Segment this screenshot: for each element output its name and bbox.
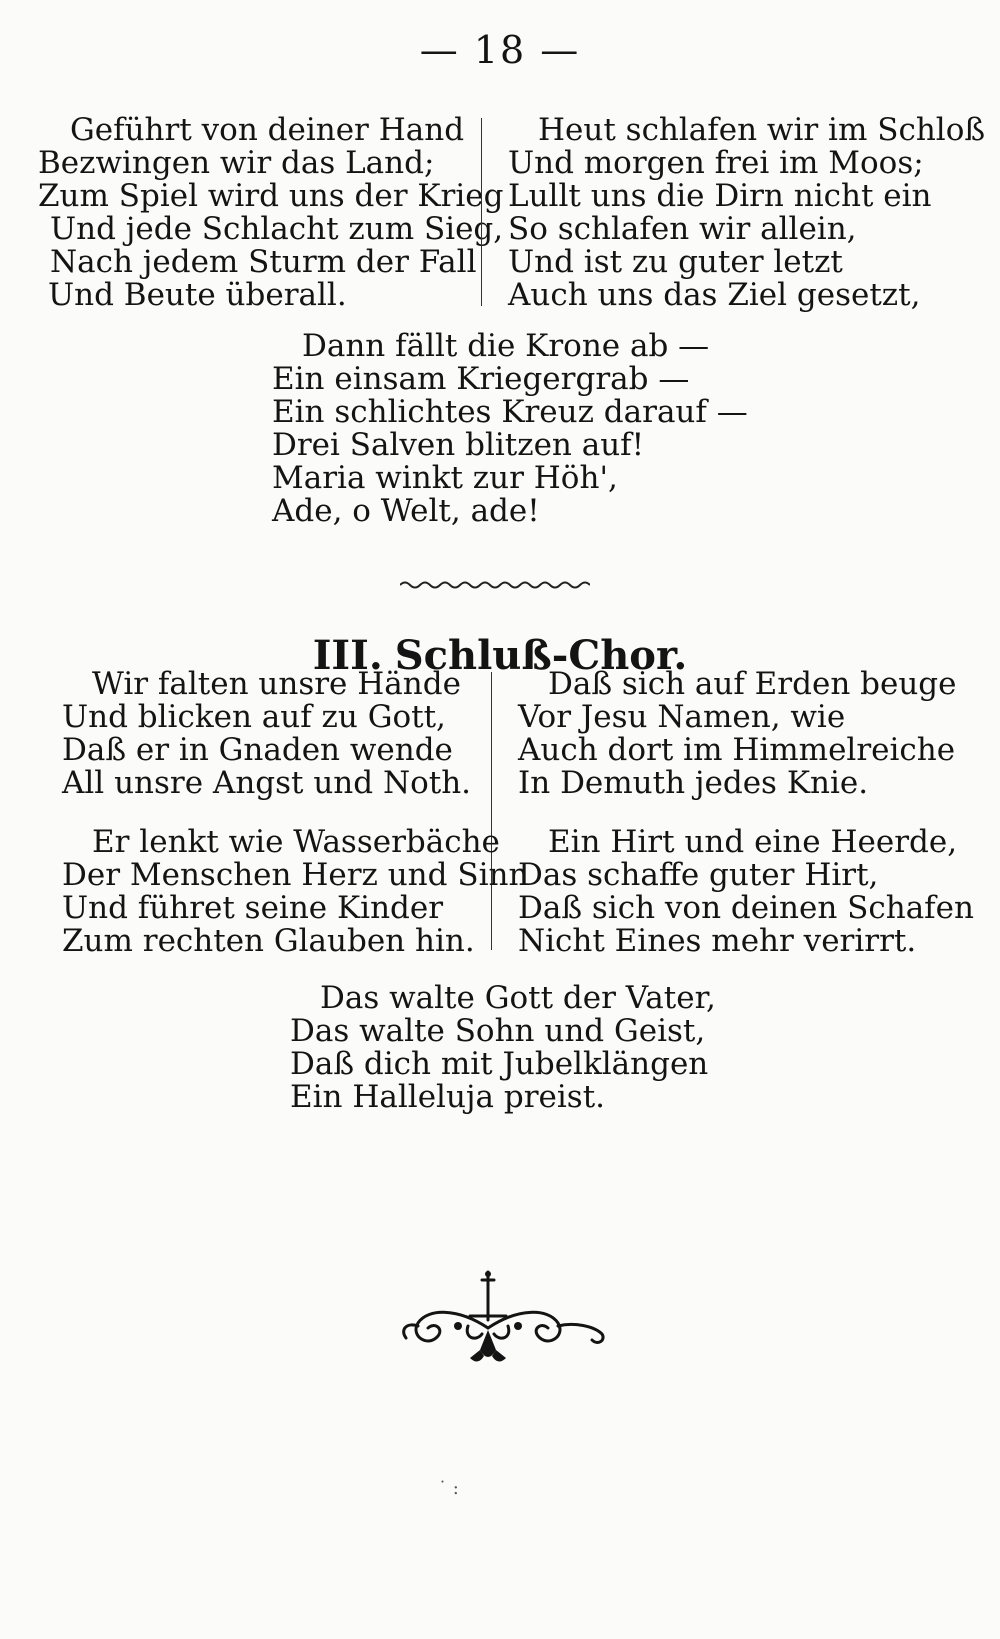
verse-line: Ade, o Welt, ade!	[272, 493, 540, 529]
verse-line: Vor Jesu Namen, wie	[518, 699, 846, 735]
verse-line: Drei Salven blitzen auf!	[272, 427, 645, 463]
verse-line: In Demuth jedes Knie.	[518, 765, 869, 801]
verse-line: Nicht Eines mehr verirrt.	[518, 923, 917, 959]
verse-line: Daß er in Gnaden wende	[62, 732, 453, 768]
verse-line: Zum rechten Glauben hin.	[62, 923, 475, 959]
verse-line: Das schaffe guter Hirt,	[518, 857, 879, 893]
verse-line: All unsre Angst und Noth.	[62, 765, 472, 801]
verse-line: Daß sich von deinen Schafen	[518, 890, 974, 926]
verse-line: Auch dort im Himmelreiche	[518, 732, 956, 768]
page-number: — 18 —	[419, 28, 581, 72]
verse-line: Auch uns das Ziel gesetzt,	[508, 277, 921, 313]
verse-line: So schlafen wir allein,	[508, 211, 857, 247]
verse-line: Lullt uns die Dirn nicht ein	[508, 178, 932, 214]
chorus-stanza-right-1	[518, 668, 956, 800]
verse-line: Daß dich mit Jubelklängen	[290, 1046, 709, 1082]
verse-line: Der Menschen Herz und Sinn	[62, 857, 529, 893]
stanza-left-1	[38, 114, 503, 312]
verse-line: Bezwingen wir das Land;	[38, 145, 435, 181]
verse-line: Und Beute überall.	[48, 277, 347, 313]
verse-line: Und blicken auf zu Gott,	[62, 699, 446, 735]
stanza-right-1	[508, 114, 985, 312]
verse-line: Er lenkt wie Wasserbäche	[92, 824, 500, 860]
verse-line: Zum Spiel wird uns der Krieg	[38, 178, 504, 214]
cross-flourish-icon	[398, 1268, 608, 1378]
stanza-center	[272, 330, 748, 528]
column-divider	[481, 118, 482, 306]
verse-line: Das walte Gott der Vater,	[320, 980, 716, 1016]
verse-line: Und führet seine Kinder	[62, 890, 444, 926]
verse-line: Das walte Sohn und Geist,	[290, 1013, 706, 1049]
verse-line: Ein Halleluja preist.	[290, 1079, 606, 1115]
wavy-line-icon	[400, 578, 590, 592]
verse-line: Und morgen frei im Moos;	[508, 145, 924, 181]
verse-line: Daß sich auf Erden beuge	[548, 666, 957, 702]
verse-line: Wir falten unsre Hände	[92, 666, 461, 702]
verse-line: Ein schlichtes Kreuz darauf —	[272, 394, 748, 430]
ink-speck: ˙ :	[438, 1478, 459, 1499]
verse-line: Nach jedem Sturm der Fall	[50, 244, 477, 280]
verse-line: Geführt von deiner Hand	[70, 112, 465, 148]
verse-line: Ein Hirt und eine Heerde,	[548, 824, 958, 860]
chorus-stanza-final	[290, 982, 716, 1114]
chorus-stanza-left-2	[62, 826, 528, 958]
verse-line: Und ist zu guter letzt	[508, 244, 843, 280]
chorus-stanza-left-1	[62, 668, 471, 800]
verse-line: Und jede Schlacht zum Sieg,	[50, 211, 504, 247]
section-number: III.	[312, 632, 383, 679]
section-title: Schluß-Chor.	[394, 632, 688, 679]
verse-line: Heut schlafen wir im Schloß	[538, 112, 986, 148]
chorus-stanza-right-2	[518, 826, 974, 958]
verse-line: Ein einsam Kriegergrab —	[272, 361, 690, 397]
verse-line: Maria winkt zur Höh',	[272, 460, 618, 496]
verse-line: Dann fällt die Krone ab —	[302, 328, 710, 364]
